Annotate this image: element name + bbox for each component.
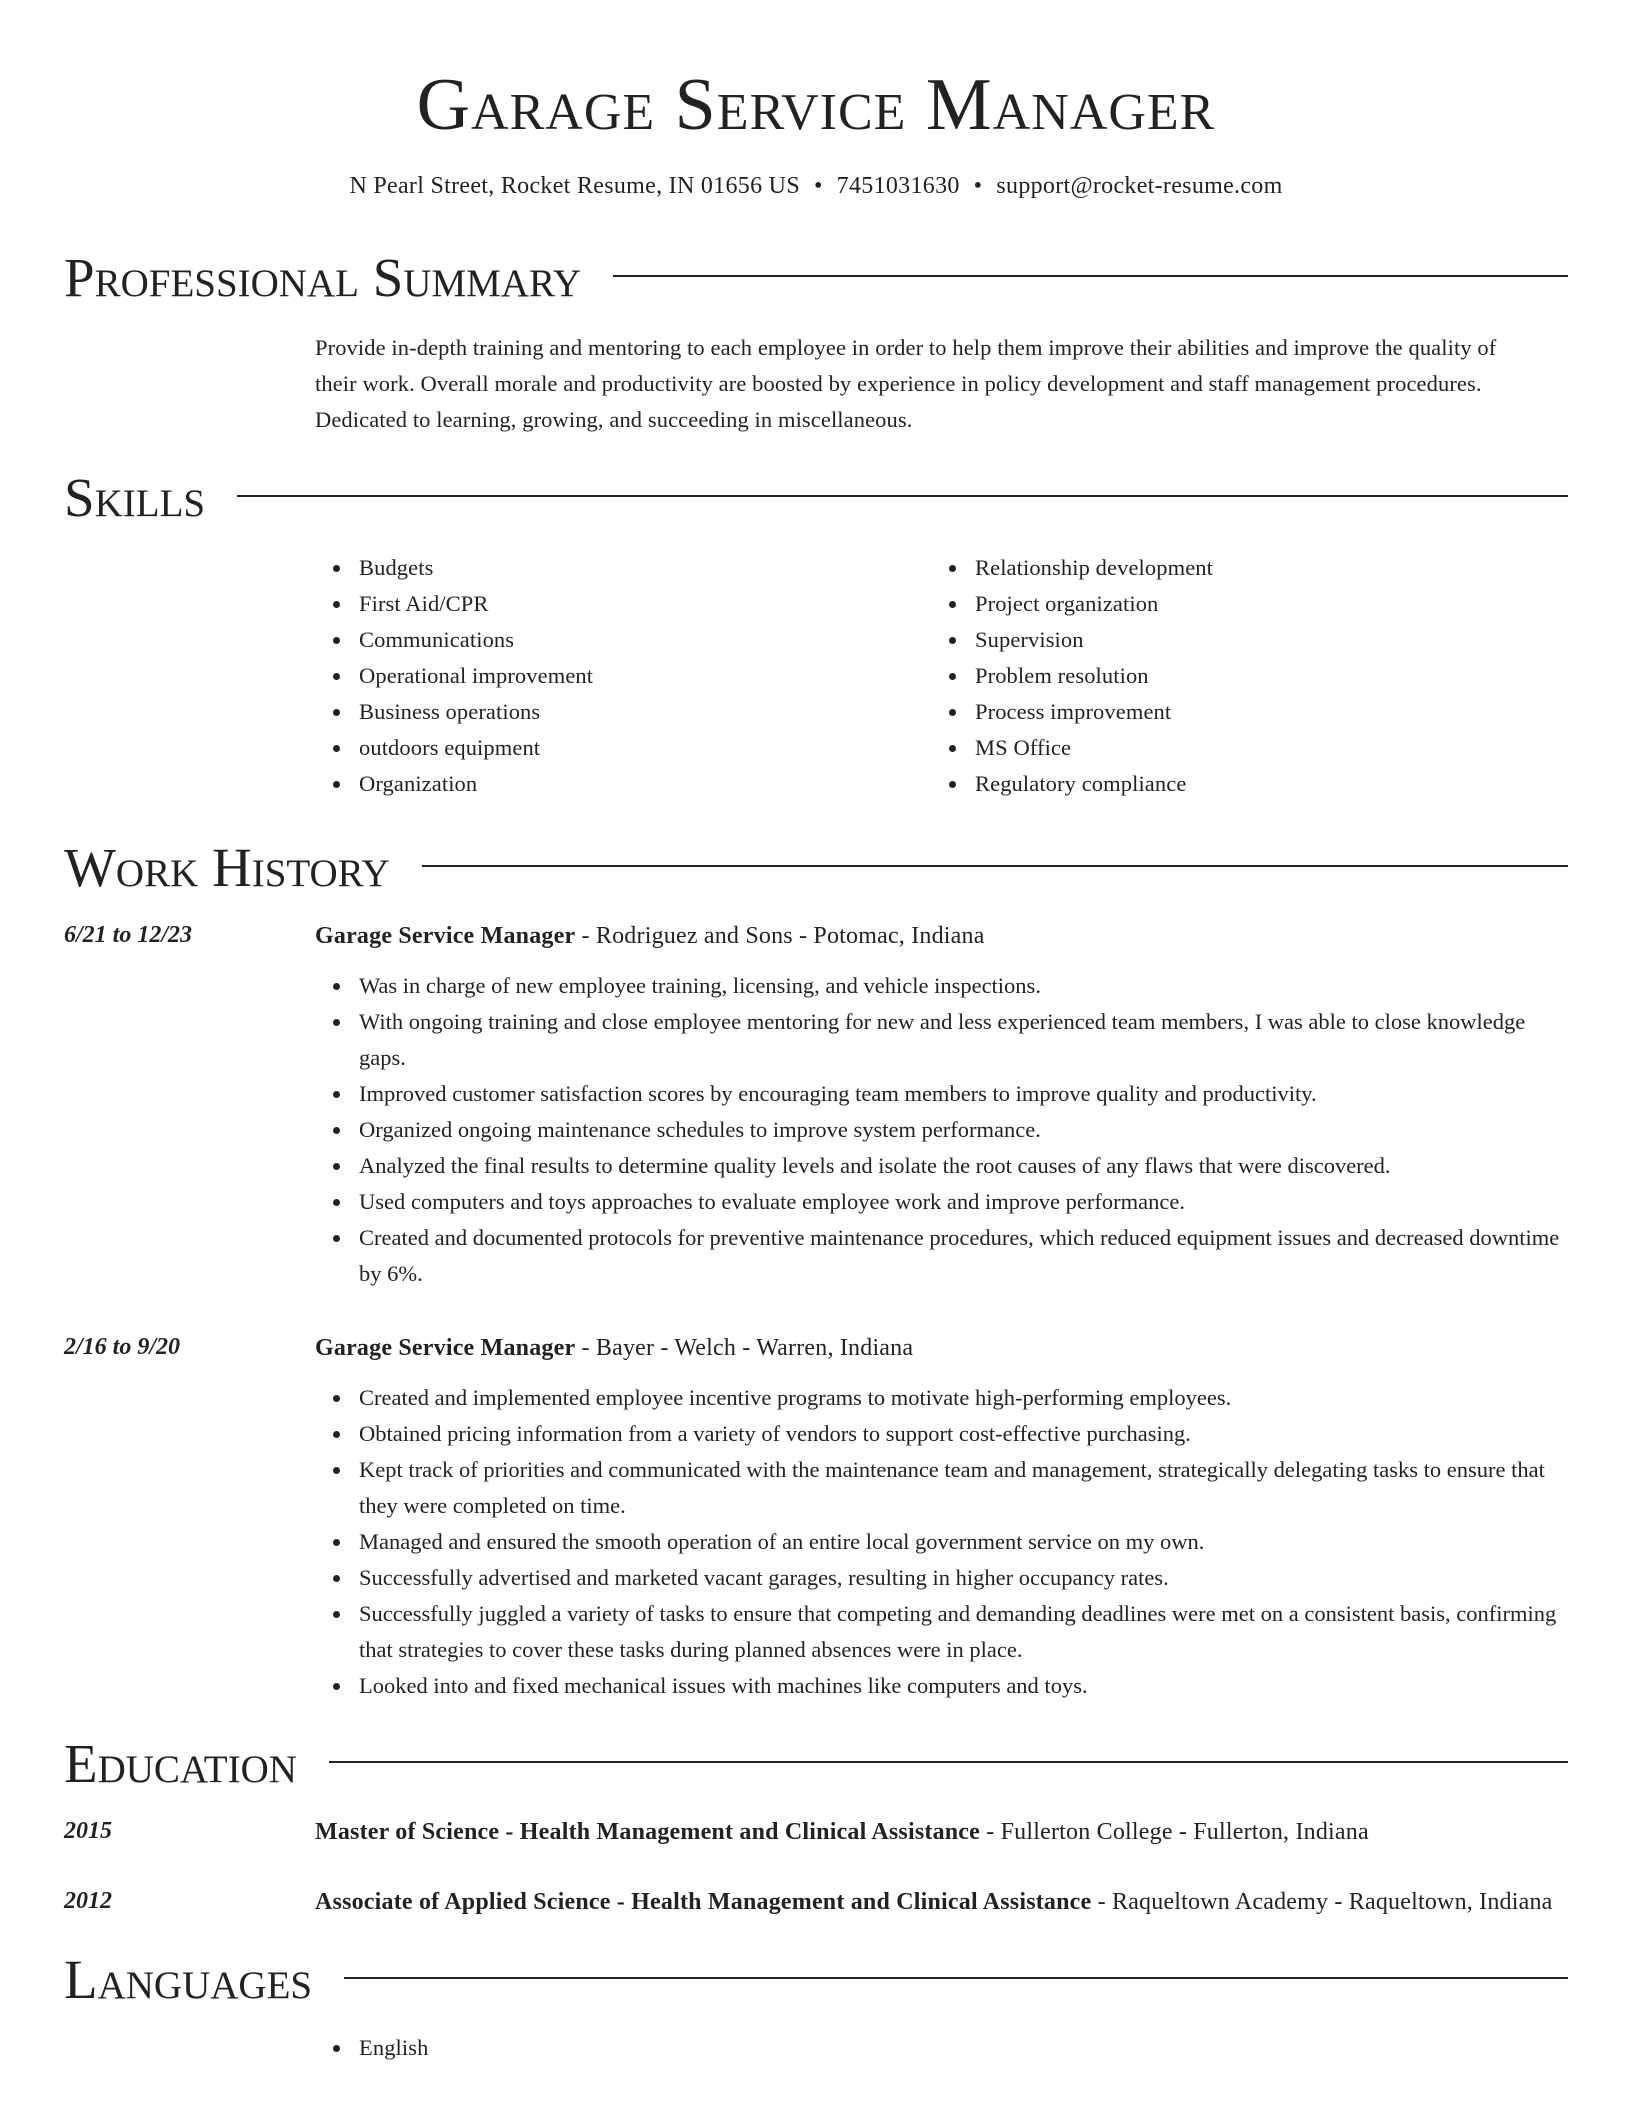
work-section-header (64, 836, 1568, 900)
job-dates: 6/21 to 12/23 (64, 922, 193, 948)
skills-column-left (315, 550, 931, 802)
skill-item: Problem resolution (931, 658, 1547, 694)
job-bullet: Looked into and fixed mechanical issues with machines like computers and toys. (315, 1668, 1568, 1704)
languages-heading: Languages (64, 1949, 313, 2010)
education-degree: Master of Science - Health Management and Clinical Assistance (315, 1819, 981, 1845)
job-bullet: Created and implemented employee incentive programs to motivate high-performing employees. (315, 1380, 1568, 1416)
education-content (315, 1882, 1568, 1922)
contact-separator: • (973, 173, 983, 199)
job-title: Garage Service Manager (315, 1335, 576, 1361)
languages-section-header (64, 1948, 1568, 2012)
job-bullet: Obtained pricing information from a variety of vendors to support cost-effective purchasing. (315, 1416, 1568, 1452)
contact-email: support@rocket-resume.com (996, 173, 1283, 199)
education-content (315, 1812, 1568, 1852)
job-entry (64, 916, 1568, 1292)
job-title: Garage Service Manager (315, 923, 576, 949)
section-divider (329, 1761, 1568, 1763)
education-line (315, 1812, 1568, 1852)
skill-item: Relationship development (931, 550, 1547, 586)
contact-separator: • (813, 173, 823, 199)
skill-item: Supervision (931, 622, 1547, 658)
job-bullet: With ongoing training and close employee mentoring for new and less experienced team members, I was able to close knowledge gaps. (315, 1004, 1568, 1076)
job-employer: - Rodriguez and Sons - Potomac, Indiana (575, 923, 985, 949)
summary-heading: Professional Summary (64, 247, 582, 308)
skill-item: MS Office (931, 730, 1547, 766)
job-entry (64, 1328, 1568, 1704)
skill-item: Organization (315, 766, 931, 802)
languages-bullets (315, 2030, 1568, 2066)
education-entry (64, 1882, 1568, 1922)
job-bullets (315, 968, 1568, 1292)
resume-page (64, 0, 1568, 2066)
education-school: - Raqueltown Academy - Raqueltown, Indiana (1091, 1889, 1553, 1915)
education-section-header (64, 1732, 1568, 1796)
job-title-line (315, 1328, 1568, 1368)
summary-section-header (64, 246, 1568, 310)
section-divider (613, 275, 1568, 277)
section-divider (237, 495, 1568, 497)
job-bullet: Analyzed the final results to determine quality levels and isolate the root causes of any flaws that were discovered. (315, 1148, 1568, 1184)
skill-item: Project organization (931, 586, 1547, 622)
job-dates: 2/16 to 9/20 (64, 1334, 181, 1360)
job-employer: - Bayer - Welch - Warren, Indiana (575, 1335, 914, 1361)
languages-list (315, 2030, 1568, 2066)
section-divider (422, 865, 1568, 867)
education-entry (64, 1812, 1568, 1852)
education-year: 2012 (64, 1888, 112, 1914)
skill-item: Operational improvement (315, 658, 931, 694)
skill-item: Budgets (315, 550, 931, 586)
skill-item: Business operations (315, 694, 931, 730)
job-bullet: Successfully advertised and marketed vacant garages, resulting in higher occupancy rates. (315, 1560, 1568, 1596)
job-title-line (315, 916, 1568, 956)
contact-phone: 7451031630 (836, 173, 960, 199)
skill-item: First Aid/CPR (315, 586, 931, 622)
job-bullet: Was in charge of new employee training, licensing, and vehicle inspections. (315, 968, 1568, 1004)
job-bullet: Successfully juggled a variety of tasks to ensure that competing and demanding deadlines were met on a consistent basis, confirming that strategies to cover these tasks during planned absences were in place. (315, 1596, 1568, 1668)
language-item: English (315, 2030, 1568, 2066)
candidate-name: Garage Service Manager (416, 64, 1216, 146)
skills-section-header (64, 466, 1568, 530)
skill-item: Regulatory compliance (931, 766, 1547, 802)
job-bullet: Created and documented protocols for preventive maintenance procedures, which reduced equipment issues and decreased downtime by 6%. (315, 1220, 1568, 1292)
contact-line (64, 170, 1568, 202)
education-year: 2015 (64, 1818, 112, 1844)
education-line (315, 1882, 1568, 1922)
skill-item: Process improvement (931, 694, 1547, 730)
education-heading: Education (64, 1733, 297, 1794)
summary-text: Provide in-depth training and mentoring to each employee in order to help them improve their abilities and improve the quality of their work. Overall morale and productivity are boosted by experience in policy development and staff management procedures. Dedicated to learning, growing, and succeeding in miscellaneous. (315, 335, 1497, 432)
skills-list (315, 550, 1568, 802)
education-school: - Fullerton College - Fullerton, Indiana (980, 1819, 1369, 1845)
job-bullet: Used computers and toys approaches to evaluate employee work and improve performance. (315, 1184, 1568, 1220)
section-divider (344, 1977, 1568, 1979)
job-bullet: Kept track of priorities and communicated with the maintenance team and management, strategically delegating tasks to ensure that they were completed on time. (315, 1452, 1568, 1524)
skills-heading: Skills (64, 467, 206, 528)
skill-item: Communications (315, 622, 931, 658)
education-degree: Associate of Applied Science - Health Management and Clinical Assistance (315, 1889, 1092, 1915)
job-bullets (315, 1380, 1568, 1704)
contact-address: N Pearl Street, Rocket Resume, IN 01656 US (349, 173, 800, 199)
work-heading: Work History (64, 837, 390, 898)
skills-column-right (931, 550, 1547, 802)
job-bullet: Managed and ensured the smooth operation of an entire local government service on my own. (315, 1524, 1568, 1560)
job-bullet: Organized ongoing maintenance schedules to improve system performance. (315, 1112, 1568, 1148)
job-bullet: Improved customer satisfaction scores by encouraging team members to improve quality and productivity. (315, 1076, 1568, 1112)
job-content (315, 1328, 1568, 1704)
job-content (315, 916, 1568, 1292)
skill-item: outdoors equipment (315, 730, 931, 766)
